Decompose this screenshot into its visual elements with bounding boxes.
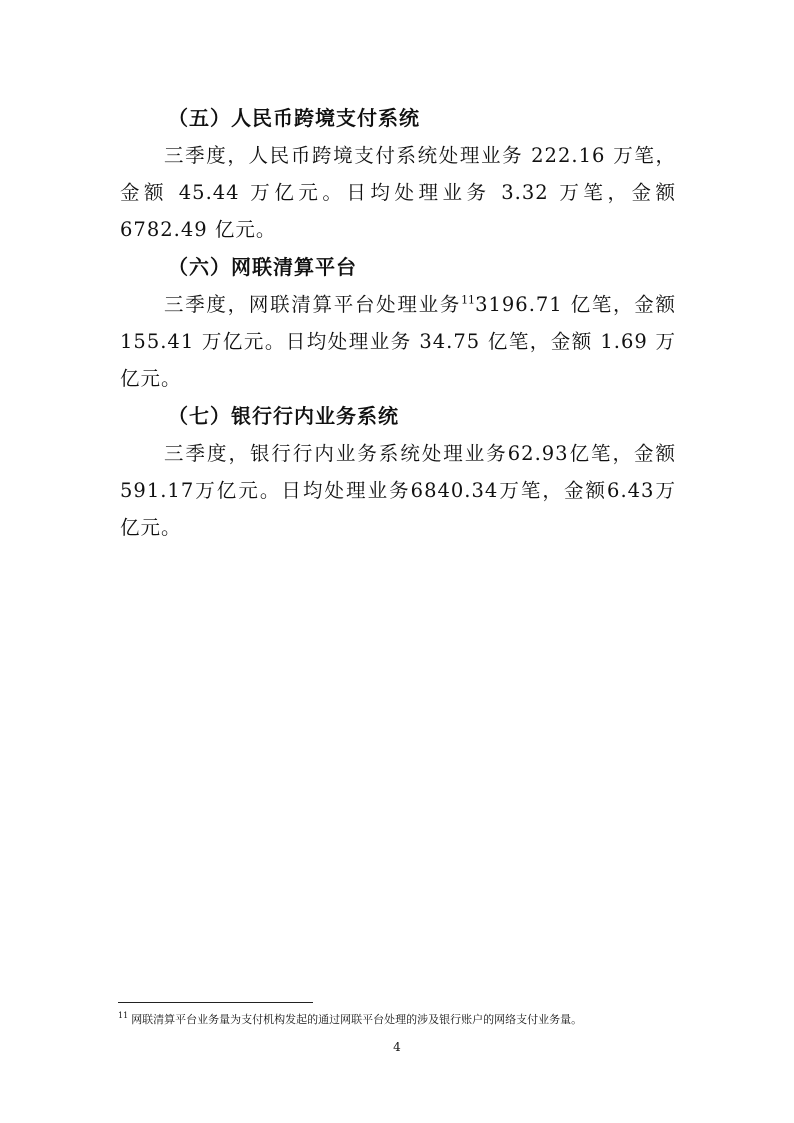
- section-heading-cips: （五）人民币跨境支付系统: [168, 106, 420, 130]
- section-body-netsunion: [120, 286, 676, 397]
- section-bank-internal: [120, 398, 676, 546]
- footnote-number: 11: [118, 1011, 129, 1021]
- section-netsunion: [120, 249, 676, 397]
- section-body-cips: 三季度，人民币跨境支付系统处理业务 222.16 万笔，金额 45.44 万亿元。日均处理业务 3.32 万笔，金额 6782.49 亿元。: [120, 144, 676, 241]
- section-body-netsunion-part2: 3196.71 亿笔，金额 155.41 万亿元。日均处理业务 34.75 亿笔，金额 1.69 万亿元。: [120, 293, 676, 390]
- section-body-netsunion-part1: 三季度，网联清算平台处理业务: [164, 293, 462, 316]
- section-heading-bank-internal: （七）银行行内业务系统: [168, 404, 399, 428]
- page-number: 4: [393, 1040, 401, 1054]
- section-body-bank-internal: 三季度，银行行内业务系统处理业务62.93亿笔，金额591.17万亿元。日均处理业务6840.34万笔，金额6.43万亿元。: [120, 442, 676, 539]
- footnote-text: 网联清算平台业务量为支付机构发起的通过网联平台处理的涉及银行账户的网络支付业务量。: [131, 1013, 583, 1026]
- footnote-divider: [118, 1002, 313, 1003]
- section-heading-netsunion: （六）网联清算平台: [168, 255, 357, 279]
- footnote: [118, 1012, 678, 1028]
- section-cips: [120, 100, 676, 248]
- footnote-reference[interactable]: 11: [461, 293, 476, 307]
